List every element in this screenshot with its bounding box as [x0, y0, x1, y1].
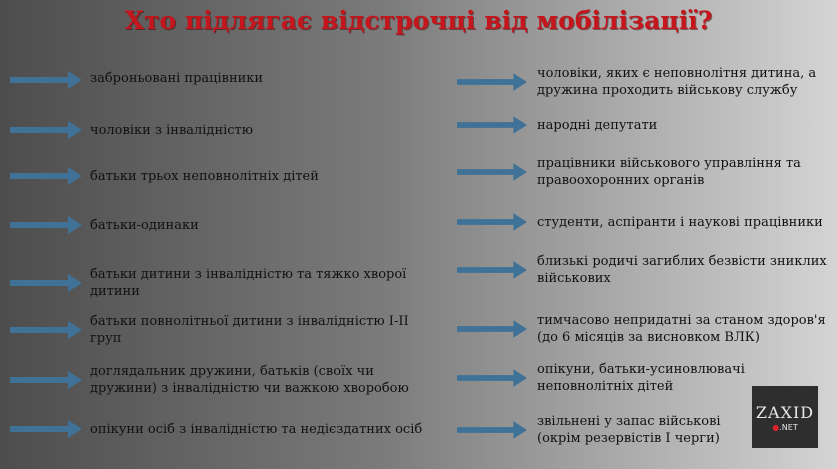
list-item-label: чоловіки з інвалідністю: [90, 122, 254, 138]
arrow-right-icon: [10, 165, 82, 187]
logo-sub-text: [772, 423, 797, 432]
list-item: [457, 202, 832, 242]
arrow-right-icon: [457, 367, 527, 389]
list-item-label: опікуни, батьки-усиновлювачі неповнолітніх дітей: [537, 362, 745, 394]
arrow-right-icon: [457, 419, 527, 441]
list-item-label: батьки повнолітньої дитини з інвалідністю I-II груп: [90, 314, 409, 346]
list-item: [10, 263, 450, 303]
list-item-label: доглядальник дружини, батьків (своїх чи дружини) з інвалідністю чи важкою хворобою: [90, 364, 409, 396]
list-item: [10, 205, 450, 245]
list-item: [10, 360, 450, 400]
list-item: [457, 105, 832, 145]
arrow-right-icon: [457, 211, 527, 233]
arrow-right-icon: [10, 119, 82, 141]
list-item-label: батьки дитини з інвалідністю та тяжко хворої дитини: [90, 267, 407, 299]
list-item-label: тимчасово непридатні за станом здоров'я (до 6 місяців за висновком ВЛК): [537, 313, 826, 345]
list-item: [10, 409, 450, 449]
arrow-right-icon: [457, 114, 527, 136]
list-item-label: опікуни осіб з інвалідністю та недієздатних осіб: [90, 421, 423, 437]
list-item: [457, 62, 832, 102]
list-item: [457, 250, 832, 290]
list-item: [10, 156, 450, 196]
arrow-right-icon: [10, 369, 82, 391]
list-item-label: студенти, аспіранти і наукові працівники: [537, 214, 823, 230]
list-item-label: працівники військового управління та правоохоронних органів: [537, 156, 801, 188]
list-item: [457, 309, 832, 349]
logo-main-text: ZAXID: [755, 402, 815, 422]
arrow-right-icon: [10, 69, 82, 91]
logo-sub-label: .NET: [779, 422, 798, 432]
arrow-right-icon: [457, 318, 527, 340]
arrow-right-icon: [10, 214, 82, 236]
arrow-right-icon: [457, 161, 527, 183]
arrow-right-icon: [10, 319, 82, 341]
page-title: Хто підлягає відстрочці від мобілізації?: [124, 6, 713, 35]
list-item-label: батьки трьох неповнолітніх дітей: [90, 168, 319, 184]
arrow-right-icon: [10, 418, 82, 440]
list-item: [10, 310, 450, 350]
list-item-label: близькі родичі загиблих безвісти зниклих військових: [537, 254, 827, 286]
list-item-label: народні депутати: [537, 117, 658, 133]
list-item-label: чоловіки, яких є неповнолітня дитина, а дружина проходить військову службу: [537, 66, 817, 98]
list-item-label: заброньовані працівники: [90, 70, 264, 86]
arrow-right-icon: [457, 71, 527, 93]
logo-dot-icon: ●: [772, 422, 780, 432]
list-item: [10, 110, 450, 150]
arrow-right-icon: [10, 272, 82, 294]
arrow-right-icon: [457, 259, 527, 281]
list-item-label: батьки-одинаки: [90, 217, 199, 233]
list-item: [10, 58, 450, 98]
list-item-label: звільнені у запас військові (окрім резервістів I черги): [537, 414, 721, 446]
zaxid-logo: [752, 386, 818, 448]
list-item: [457, 152, 832, 192]
